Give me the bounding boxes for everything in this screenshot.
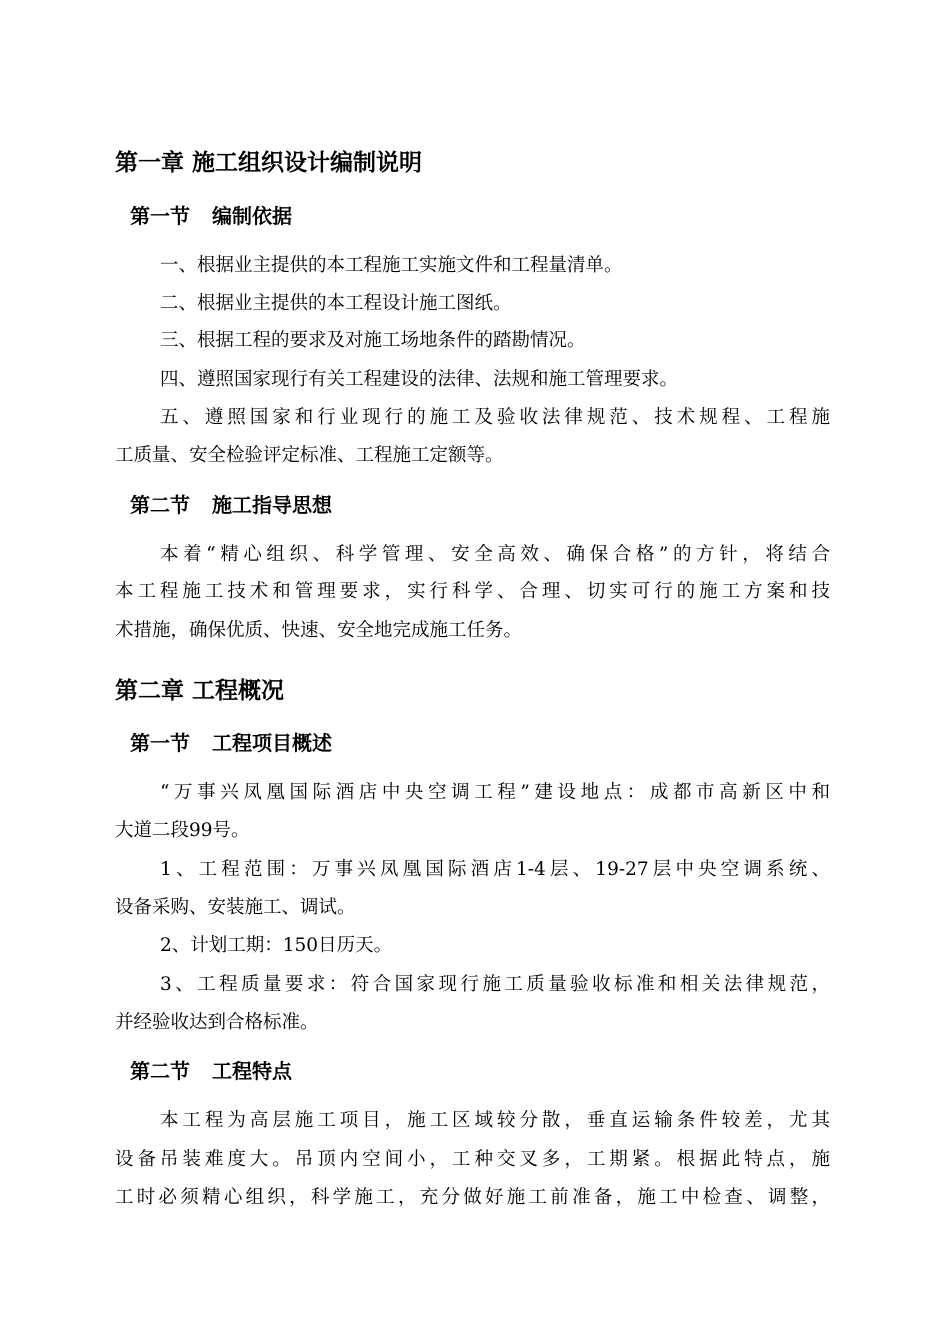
project-location-line-1: “万事兴凤凰国际酒店中央空调工程”建设地点：成都市高新区中和 <box>160 782 830 803</box>
basis-item-1: 一、根据业主提供的本工程施工实施文件和工程量清单。 <box>160 255 623 276</box>
chapter-2-title: 第二章 工程概况 <box>115 678 285 704</box>
quality-requirement-line-2: 并经验收达到合格标准。 <box>115 1012 319 1033</box>
project-scope-line-1: 1、工程范围：万事兴凤凰国际酒店1-4层、19-27层中央空调系统、 <box>160 859 830 880</box>
section-number: 第二节 <box>130 1059 190 1083</box>
project-period: 2、计划工期：150日历天。 <box>160 935 393 956</box>
section-number: 第二节 <box>130 493 190 517</box>
project-scope-line-2: 设备采购、安装施工、调试。 <box>115 897 356 918</box>
chapter-2-section-1-heading <box>130 729 332 757</box>
section-number: 第一节 <box>130 204 190 228</box>
basis-item-5-line-2: 工质量、安全检验评定标准、工程施工定额等。 <box>115 445 504 466</box>
quality-requirement-line-1: 3、工程质量要求：符合国家现行施工质量验收标准和相关法律规范， <box>160 974 830 995</box>
basis-item-2: 二、根据业主提供的本工程设计施工图纸。 <box>160 293 512 314</box>
basis-item-3: 三、根据工程的要求及对施工场地条件的踏勘情况。 <box>160 330 586 351</box>
section-title: 工程特点 <box>212 1059 292 1083</box>
basis-item-5-line-1: 五、遵照国家和行业现行的施工及验收法律规范、技术规程、工程施 <box>160 407 830 428</box>
features-line-3: 工时必须精心组织，科学施工，充分做好施工前准备，施工中检查、调整， <box>115 1187 830 1208</box>
guiding-thought-line-1: 本着“精心组织、科学管理、安全高效、确保合格”的方针，将结合 <box>160 544 830 565</box>
features-line-2: 设备吊装难度大。吊顶内空间小，工种交叉多，工期紧。根据此特点，施 <box>115 1149 830 1170</box>
project-location-line-2: 大道二段99号。 <box>115 820 250 841</box>
chapter-2-section-2-heading <box>130 1057 292 1085</box>
chapter-1-title: 第一章 施工组织设计编制说明 <box>115 150 423 176</box>
chapter-1-section-2-heading <box>130 491 332 519</box>
chapter-1-section-1-heading <box>130 202 292 230</box>
guiding-thought-line-2: 本工程施工技术和管理要求，实行科学、合理、切实可行的施工方案和技 <box>115 581 830 602</box>
section-title: 工程项目概述 <box>212 731 332 755</box>
section-number: 第一节 <box>130 731 190 755</box>
guiding-thought-line-3: 术措施，确保优质、快速、安全地完成施工任务。 <box>115 620 523 641</box>
features-line-1: 本工程为高层施工项目，施工区域较分散，垂直运输条件较差，尤其 <box>160 1110 830 1131</box>
basis-item-4: 四、遵照国家现行有关工程建设的法律、法规和施工管理要求。 <box>160 369 679 390</box>
section-title: 施工指导思想 <box>212 493 332 517</box>
section-title: 编制依据 <box>212 204 292 228</box>
